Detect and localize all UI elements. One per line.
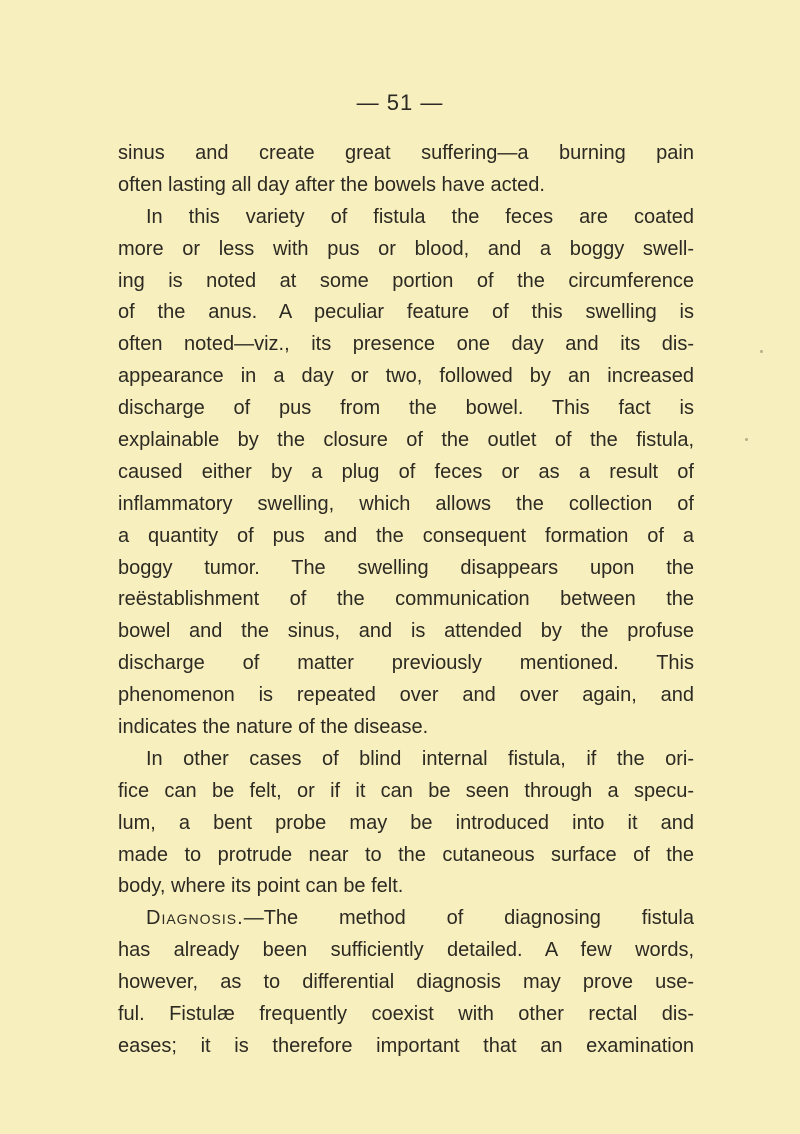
line-text: inflammatory swelling, which allows the collection of: [118, 492, 694, 515]
paper-speck: [760, 350, 763, 353]
text-line: [118, 808, 694, 840]
text-line: [118, 266, 694, 298]
page-number: — 51 —: [356, 90, 444, 115]
text-line: [118, 553, 694, 585]
text-line: [118, 329, 694, 361]
line-text: —The method of diagnosing fistula: [243, 907, 694, 930]
text-line: [118, 138, 694, 170]
line-text: lum, a bent probe may be introduced into it and: [118, 811, 694, 834]
line-text: In this variety of fistula the feces are coated: [146, 205, 694, 228]
body-text: [118, 138, 694, 1063]
text-line: [118, 361, 694, 393]
line-text: reëstablishment of the communication between the: [118, 588, 694, 611]
line-text: often lasting all day after the bowels have acted.: [118, 173, 545, 196]
line-text: discharge of matter previously mentioned. This: [118, 652, 694, 675]
text-line: [118, 935, 694, 967]
text-line: [118, 616, 694, 648]
section-heading: Diagnosis.: [146, 907, 244, 930]
text-line: [118, 521, 694, 553]
text-line: [118, 584, 694, 616]
text-line: [118, 840, 694, 872]
text-line: [118, 903, 694, 935]
line-text: discharge of pus from the bowel. This fact is: [118, 397, 694, 420]
text-line: [118, 967, 694, 999]
text-line: [118, 712, 694, 744]
line-text: more or less with pus or blood, and a boggy swell-: [118, 237, 694, 260]
line-text: a quantity of pus and the consequent formation of a: [118, 524, 694, 547]
text-line: [118, 170, 694, 202]
text-line: [118, 297, 694, 329]
text-line: [118, 234, 694, 266]
text-line: [118, 776, 694, 808]
line-text: fice can be felt, or if it can be seen through a specu-: [118, 779, 694, 802]
line-text: caused either by a plug of feces or as a result of: [118, 460, 694, 483]
line-text: often noted—viz., its presence one day and its dis-: [118, 333, 694, 356]
line-text: body, where its point can be felt.: [118, 875, 404, 898]
line-text: eases; it is therefore important that an examination: [118, 1034, 694, 1057]
text-line: [118, 202, 694, 234]
text-line: [118, 1031, 694, 1063]
line-text: ing is noted at some portion of the circumference: [118, 269, 694, 292]
text-line: [118, 425, 694, 457]
line-text: however, as to differential diagnosis may prove use-: [118, 971, 694, 994]
text-line: [118, 489, 694, 521]
line-text: of the anus. A peculiar feature of this swelling is: [118, 301, 694, 324]
line-text: In other cases of blind internal fistula, if the ori-: [146, 747, 694, 770]
text-line: [118, 393, 694, 425]
line-text: indicates the nature of the disease.: [118, 716, 429, 739]
line-text: bowel and the sinus, and is attended by the profuse: [118, 620, 694, 643]
text-line: [118, 871, 694, 903]
text-line: [118, 680, 694, 712]
text-line: [118, 457, 694, 489]
line-text: phenomenon is repeated over and over again, and: [118, 684, 694, 707]
line-text: has already been sufficiently detailed. A few words,: [118, 939, 694, 962]
line-text: sinus and create great suffering—a burning pain: [118, 142, 694, 164]
text-line: [118, 648, 694, 680]
text-line: [118, 999, 694, 1031]
line-text: appearance in a day or two, followed by an increased: [118, 365, 694, 388]
line-text: explainable by the closure of the outlet of the fistula,: [118, 429, 694, 452]
line-text: ful. Fistulæ frequently coexist with other rectal dis-: [118, 1003, 694, 1026]
text-line: [118, 744, 694, 776]
line-text: boggy tumor. The swelling disappears upon the: [118, 556, 694, 579]
paper-speck: [745, 438, 748, 441]
line-text: made to protrude near to the cutaneous surface of the: [118, 843, 694, 866]
